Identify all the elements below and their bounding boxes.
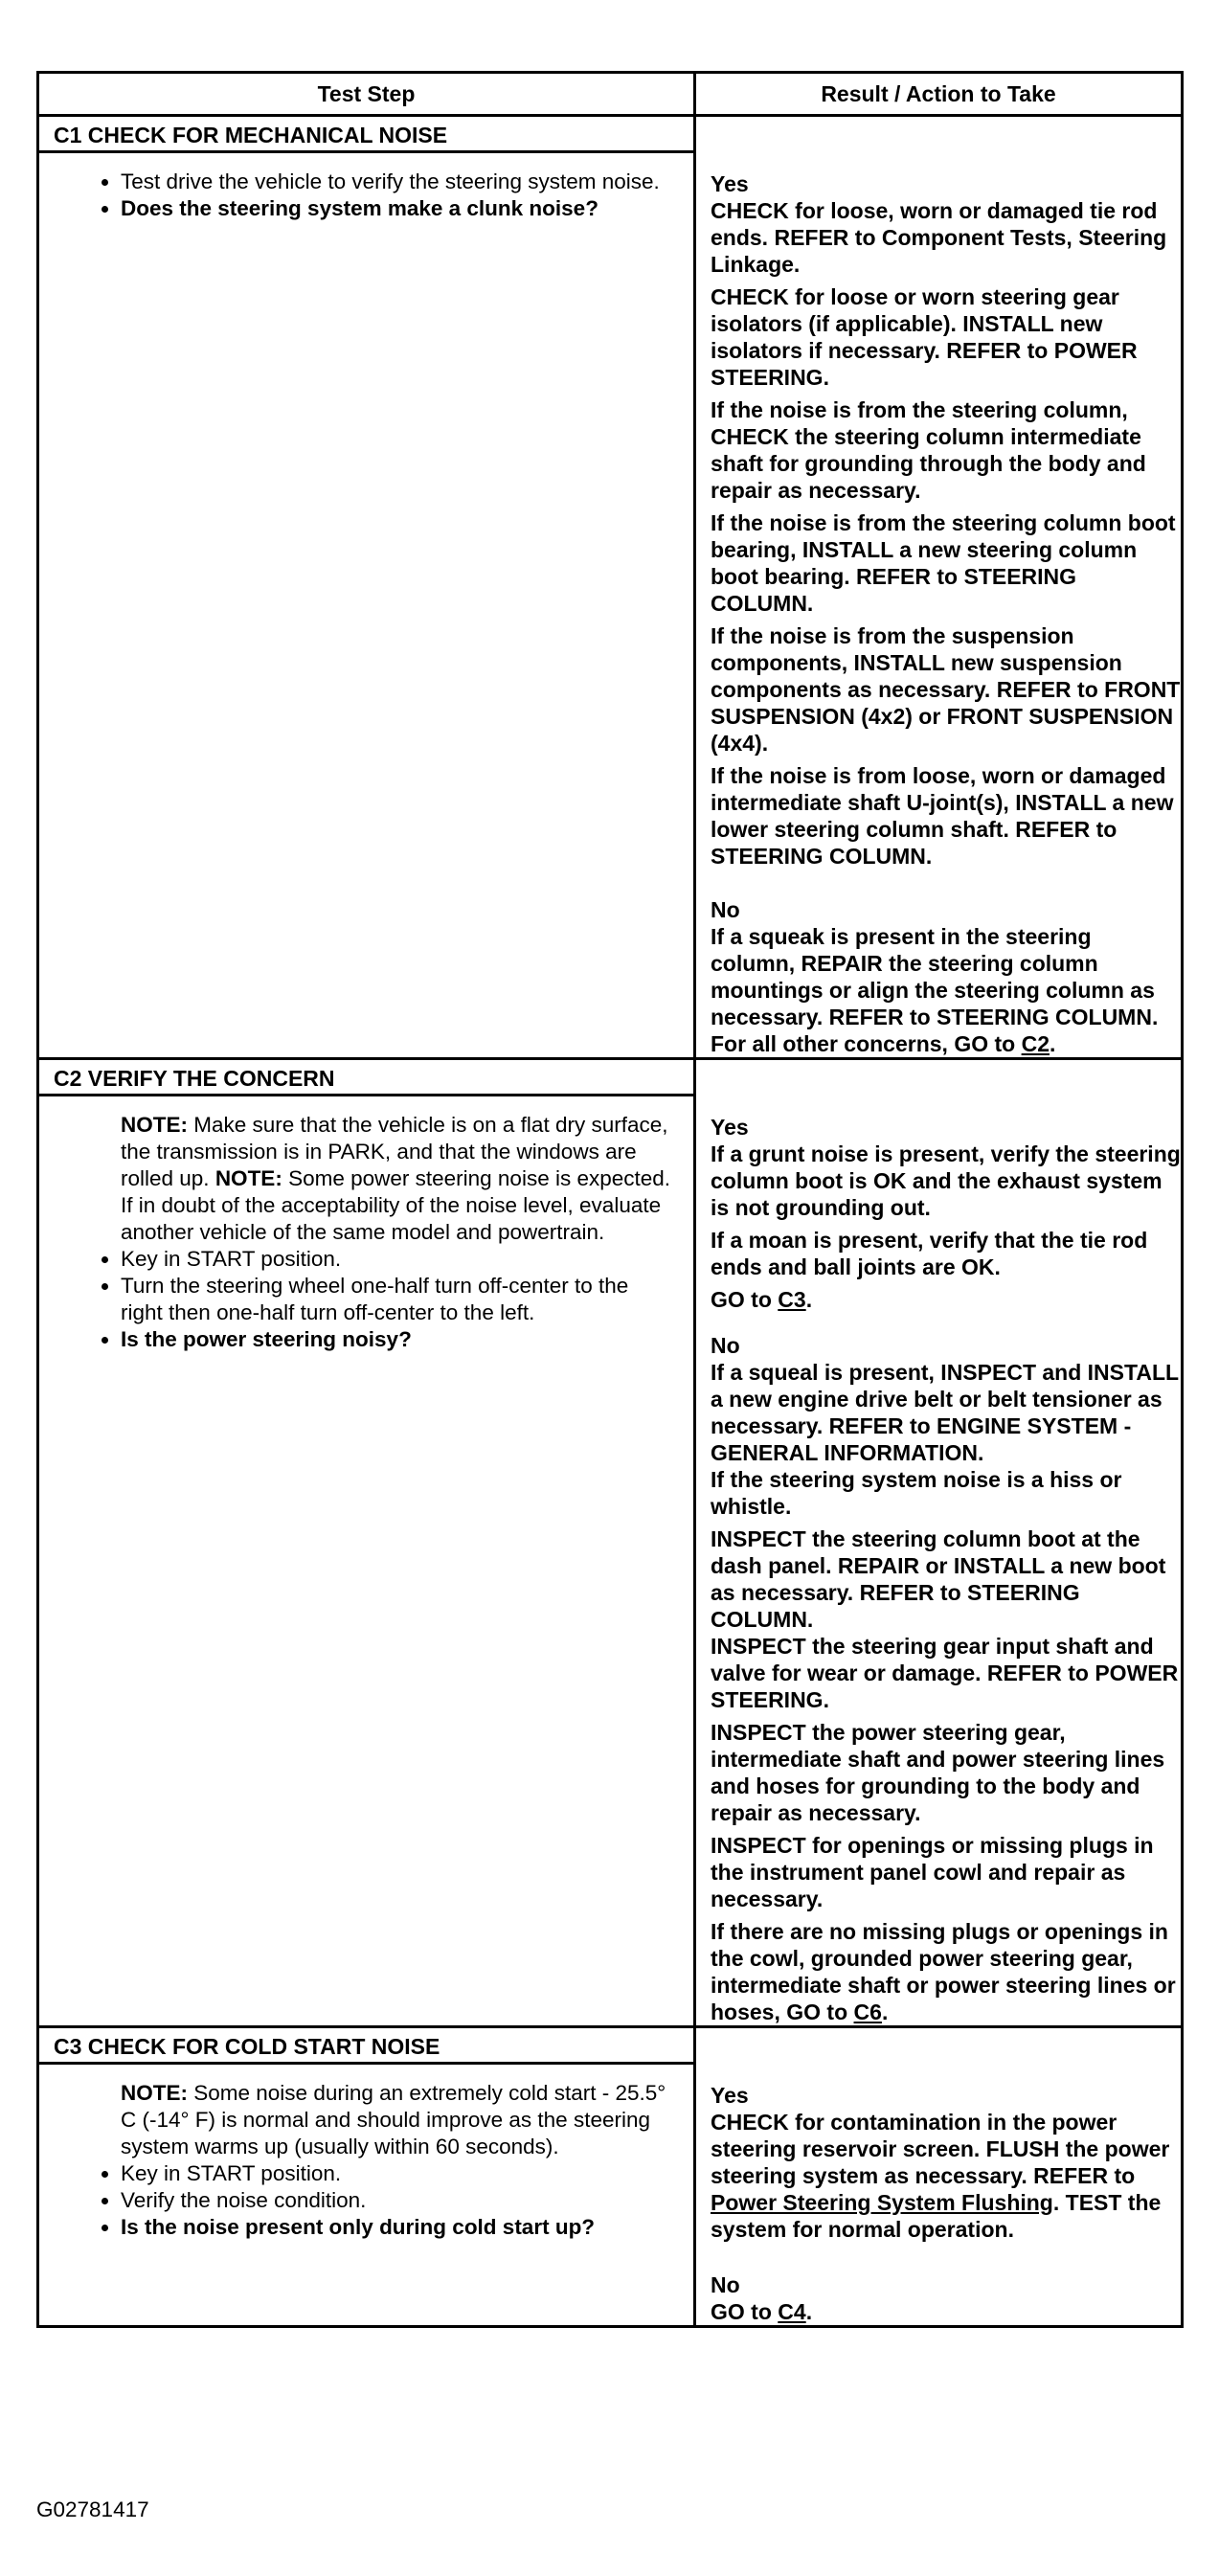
header-test-step: Test Step [38,73,695,116]
c2-note-label-1: NOTE: [121,1113,188,1137]
c1-yes-para-6: If the noise is from loose, worn or damaged intermediate shaft U-joint(s), INSTALL a new lower steering column shaft. REFER to STEERING COLUMN. [711,763,1174,869]
c2-yes-goto-suffix: . [805,1287,813,1312]
c3-step-1: • Key in START position. [121,2160,672,2187]
c2-title-row [38,1059,1183,1096]
c2-note [121,1112,672,1246]
c2-no-para-3: INSPECT the steering column boot at the dash panel. REPAIR or INSTALL a new boot as necessary. REFER to STEERING COLUMN. [711,1526,1166,1632]
c1-yes-para-4: If the noise is from the steering column boot bearing, INSTALL a new steering column boot bearing. REFER to STEERING COLUMN. [711,510,1176,616]
c1-no-text: If a squeak is present in the steering column, REPAIR the steering column mountings or align the steering column as necessary. REFER to STEERING COLUMN. [711,924,1159,1029]
c2-no-para-5: INSPECT the power steering gear, intermediate shaft and power steering lines and hoses for grounding to the body and repair as necessary. [711,1720,1165,1825]
c2-goto-c3-link[interactable]: C3 [778,1287,806,1312]
c3-step-2: • Verify the noise condition. [121,2187,672,2214]
c3-note-label: NOTE: [121,2081,188,2105]
c1-no-label: No [711,897,740,922]
c3-title: C3 CHECK FOR COLD START NOISE [38,2027,695,2064]
c2-no-goto-text: If there are no missing plugs or openings in the cowl, grounded power steering gear, intermediate shaft or power steering lines or hoses, GO to [711,1919,1176,2024]
c1-yes-para-5: If the noise is from the suspension components, INSTALL new suspension components as necessary. REFER to FRONT SUSPENSION (4x2) or FRONT SUSPENSION (4x4). [711,623,1181,756]
c1-yes-para-3: If the noise is from the steering column, CHECK the steering column intermediate shaft for grounding through the body and repair as necessary. [711,397,1146,503]
c2-note-label-2: NOTE: [214,1166,282,1190]
c2-goto-c6-link[interactable]: C6 [853,2000,882,2024]
c3-step-list [78,2160,672,2241]
c1-yes-para-2: CHECK for loose or worn steering gear isolators (if applicable). INSTALL new isolators if necessary. REFER to POWER STEERING. [711,284,1138,390]
diagnostic-table-document [36,71,1181,2328]
c1-goto-c2-link[interactable]: C2 [1021,1031,1050,1056]
table-header-row [38,73,1183,116]
c2-step-1: • Key in START position. [121,1246,672,1273]
c1-title: C1 CHECK FOR MECHANICAL NOISE [38,116,695,152]
figure-code: G02781417 [36,2497,149,2521]
c2-no-para-2: If the steering system noise is a hiss or whistle. [711,1467,1122,1519]
c2-yes-goto-prefix: GO to [711,1287,779,1312]
c3-goto-c4-link[interactable]: C4 [778,2299,806,2324]
c3-note-text: Some noise during an extremely cold start - 25.5° C (-14° F) is normal and should improve as the steering system warms up (usually within 60 seconds). [121,2081,666,2158]
c2-no-goto-suffix: . [881,2000,889,2024]
header-result-action: Result / Action to Take [695,73,1183,116]
c2-yes-para-1: If a grunt noise is present, verify the steering column boot is OK and the exhaust system is not grounding out. [711,1141,1181,1220]
c3-no-goto-suffix: . [805,2299,813,2324]
c2-note-text-2: Some power steering noise is expected. If in doubt of the acceptability of the noise level, evaluate another vehicle of the same model and powertrain. [121,1166,671,1244]
c2-no-para-4: INSPECT the steering gear input shaft and valve for wear or damage. REFER to POWER STEERING. [711,1634,1179,1712]
c1-step-list [78,169,672,222]
c3-yes-text-2: . TEST the system for normal operation. [711,2190,1162,2242]
c2-question: • Is the power steering noisy? [121,1326,672,1353]
c3-note [121,2080,672,2160]
c3-question: • Is the noise present only during cold start up? [121,2214,672,2241]
c2-note-text-1: Make sure that the vehicle is on a flat dry surface, the transmission is in PARK, and that the windows are rolled up. [121,1113,668,1190]
c1-yes-label: Yes [711,171,749,196]
c2-test-cell [38,1096,695,2027]
c2-step-2: • Turn the steering wheel one-half turn off-center to the right then one-half turn off-center to the left. [121,1273,672,1326]
c2-no-para-6: INSPECT for openings or missing plugs in the instrument panel cowl and repair as necessary. [711,1833,1154,1911]
c1-step-1: • Test drive the vehicle to verify the steering system noise. [121,169,672,195]
c1-test-cell [38,152,695,1059]
c3-test-cell [38,2064,695,2327]
c2-yes-label: Yes [711,1115,749,1140]
c2-no-label: No [711,1333,740,1358]
c3-result-cell [695,2027,1183,2327]
pinpoint-test-table [36,71,1184,2328]
c2-title: C2 VERIFY THE CONCERN [38,1059,695,1096]
c3-no-goto-prefix: GO to [711,2299,779,2324]
c3-yes-text-1: CHECK for contamination in the power steering reservoir screen. FLUSH the power steering system as necessary. REFER to [711,2110,1170,2188]
c2-yes-para-2: If a moan is present, verify that the tie rod ends and ball joints are OK. [711,1228,1148,1279]
c1-result-cell [695,116,1183,1059]
c1-no-goto-prefix: For all other concerns, GO to [711,1031,1022,1056]
c3-flushing-link[interactable]: Power Steering System Flushing [711,2190,1053,2215]
c1-question: • Does the steering system make a clunk noise? [121,195,672,222]
c3-title-row [38,2027,1183,2064]
c1-yes-para-1: CHECK for loose, worn or damaged tie rod ends. REFER to Component Tests, Steering Linkage. [711,198,1167,277]
c1-no-goto-suffix: . [1050,1031,1056,1056]
c2-no-para-1: If a squeal is present, INSPECT and INSTALL a new engine drive belt or belt tensioner as necessary. REFER to ENGINE SYSTEM - GENERAL INFORMATION. [711,1360,1179,1465]
c1-title-row [38,116,1183,152]
c2-result-cell [695,1059,1183,2027]
c2-step-list [78,1246,672,1353]
c3-no-label: No [711,2272,740,2297]
c3-yes-label: Yes [711,2083,749,2108]
